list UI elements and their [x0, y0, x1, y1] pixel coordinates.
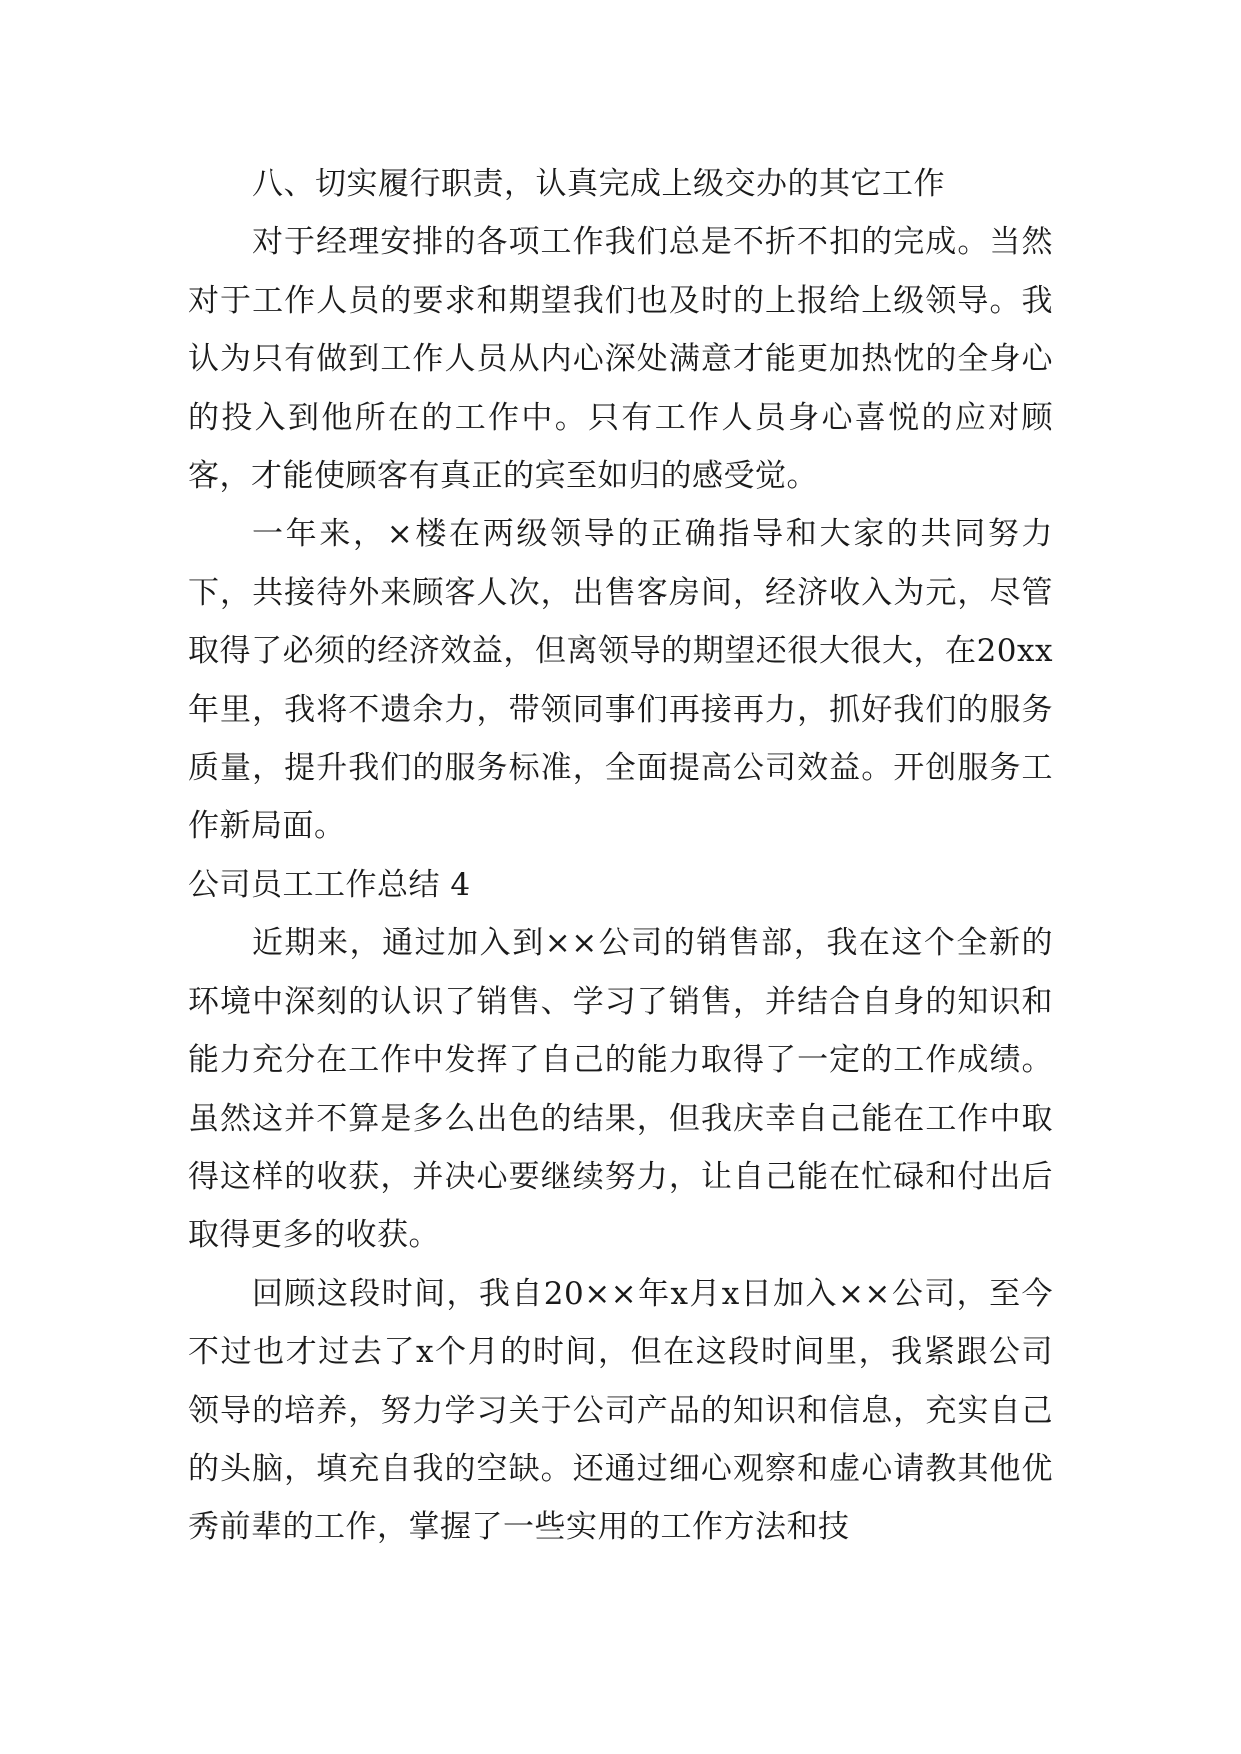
section-title-summary-4: 公司员工工作总结 4	[188, 866, 471, 903]
paragraph-duties: 对于经理安排的各项工作我们总是不折不扣的完成。当然对于工作人员的要求和期望我们也及时的上报给上级领导。我认为只有做到工作人员从内心深处满意才能更加热忱的全身心的投入到他所在的工作中。只有工作人员身心喜悦的应对顾客，才能使顾客有真正的宾至如归的感受觉。	[188, 224, 1053, 495]
paragraph-review: 回顾这段时间，我自20××年x月x日加入××公司，至今不过也才过去了x个月的时间，但在这段时间里，我紧跟公司领导的培养，努力学习关于公司产品的知识和信息，充实自己的头脑，填充自我的空缺。还通过细心观察和虚心请教其他优秀前辈的工作，掌握了一些实用的工作方法和技	[188, 1275, 1053, 1546]
document-body	[188, 155, 1053, 1557]
paragraph-year-summary: 一年来，×楼在两级领导的正确指导和大家的共同努力下，共接待外来顾客人次，出售客房间，经济收入为元，尽管取得了必须的经济效益，但离领导的期望还很大很大，在20xx年里，我将不遗余力，带领同事们再接再力，抓好我们的服务质量，提升我们的服务标准，全面提高公司效益。开创服务工作新局面。	[188, 516, 1053, 845]
section-heading-8: 八、切实履行职责，认真完成上级交办的其它工作	[252, 166, 945, 202]
paragraph-sales-intro: 近期来，通过加入到××公司的销售部，我在这个全新的环境中深刻的认识了销售、学习了销售，并结合自身的知识和能力充分在工作中发挥了自己的能力取得了一定的工作成绩。虽然这并不算是多么出色的结果，但我庆幸自己能在工作中取得这样的收获，并决心要继续努力，让自己能在忙碌和付出后取得更多的收获。	[188, 925, 1053, 1254]
